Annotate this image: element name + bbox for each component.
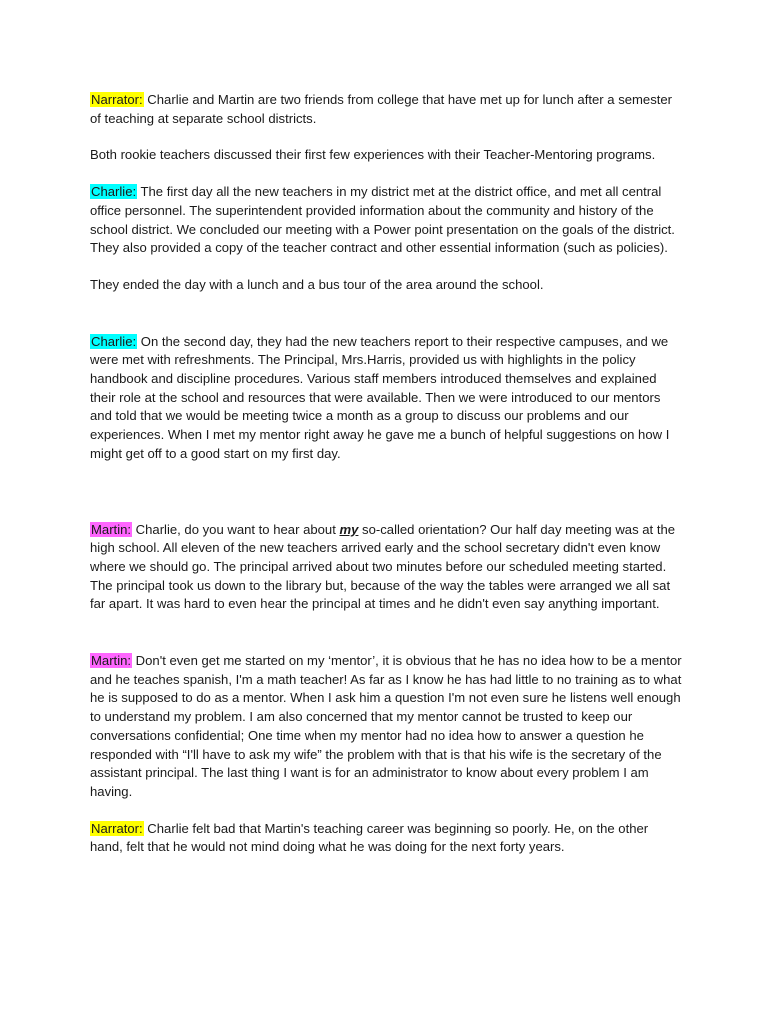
speaker-label-narrator: Narrator: bbox=[91, 92, 143, 107]
paragraph-text: Both rookie teachers discussed their first few experiences with their Teacher-Mentoring programs. bbox=[90, 147, 656, 163]
narrator-paragraph-intro bbox=[90, 91, 684, 128]
speaker-label-martin: Martin: bbox=[91, 653, 132, 669]
paragraph-text: The first day all the new teachers in my district met at the district office, and met all central office personnel. The superintendent provided information about the community and history of the school district. We concluded our meeting with a Power point presentation on the goals of the district. They also provided a copy of the teacher contract and other essential information (such as policies). bbox=[90, 184, 675, 256]
speaker-label-narrator: Narrator: bbox=[91, 820, 143, 836]
charlie-paragraph-first-day bbox=[90, 183, 684, 258]
paragraph-text: On the second day, they had the new teachers report to their respective campuses, and we were met with refreshments. The Principal, Mrs.Harris, provided us with highlights in the policy handbook and discipline procedures. Various staff members introduced themselves and explained their role at the school and resources that were available. Then we were introduced to our mentors and told that we would be meeting twice a month as a group to discuss our problems and our experiences. When I met my mentor right away he gave me a bunch of helpful suggestions on how I might get off to a good start on my first day. bbox=[90, 333, 670, 461]
paragraph-text: Don't even get me started on my ‘mentor’, it is obvious that he has no idea how to be a mentor and he teaches spanish, I'm a math teacher! As far as I know he has had little to no training as to what he is supposed to do as a mentor. When I ask him a question I'm not even sure he listens well enough to understand my problem. I am also concerned that my mentor cannot be trusted to keep our conversations confidential; One time when my mentor had no idea how to answer a question he responded with “I'll have to ask my wife” the problem with that is that his wife is the secretary of the assistant principal. The last thing I want is for an administrator to know about every problem I am having. bbox=[90, 653, 682, 799]
speaker-label-charlie: Charlie: bbox=[91, 333, 137, 349]
charlie-paragraph-second-day bbox=[90, 333, 684, 464]
narrator-paragraph-closing bbox=[90, 820, 684, 857]
paragraph-text: They ended the day with a lunch and a bus tour of the area around the school. bbox=[90, 276, 544, 292]
speaker-label-charlie: Charlie: bbox=[91, 184, 137, 200]
paragraph-text: Charlie felt bad that Martin's teaching career was beginning so poorly. He, on the other hand, felt that he would not mind doing what he was doing for the next forty years. bbox=[90, 820, 649, 855]
martin-paragraph-mentor bbox=[90, 652, 684, 802]
paragraph-text: Charlie, do you want to hear about bbox=[132, 521, 340, 537]
emphasized-word: my bbox=[339, 521, 359, 537]
martin-paragraph-orientation bbox=[90, 521, 684, 615]
paragraph-text: Charlie and Martin are two friends from college that have met up for lunch after a semester of teaching at separate school districts. bbox=[90, 92, 673, 126]
paragraph-text: so-called orientation? Our half day meeting was at the high school. All eleven of the new teachers arrived early and the school secretary didn't even know where we should go. The principal arrived about two minutes before our scheduled meeting started. The principal took us down to the library but, because of the way the tables were arranged we all sat far apart. It was hard to even hear the principal at times and he didn't even say anything important. bbox=[90, 521, 676, 612]
paragraph-rookie-teachers bbox=[90, 146, 684, 165]
paragraph-lunch-bus-tour bbox=[90, 276, 684, 295]
document-page bbox=[90, 91, 684, 857]
speaker-label-martin: Martin: bbox=[91, 521, 132, 537]
